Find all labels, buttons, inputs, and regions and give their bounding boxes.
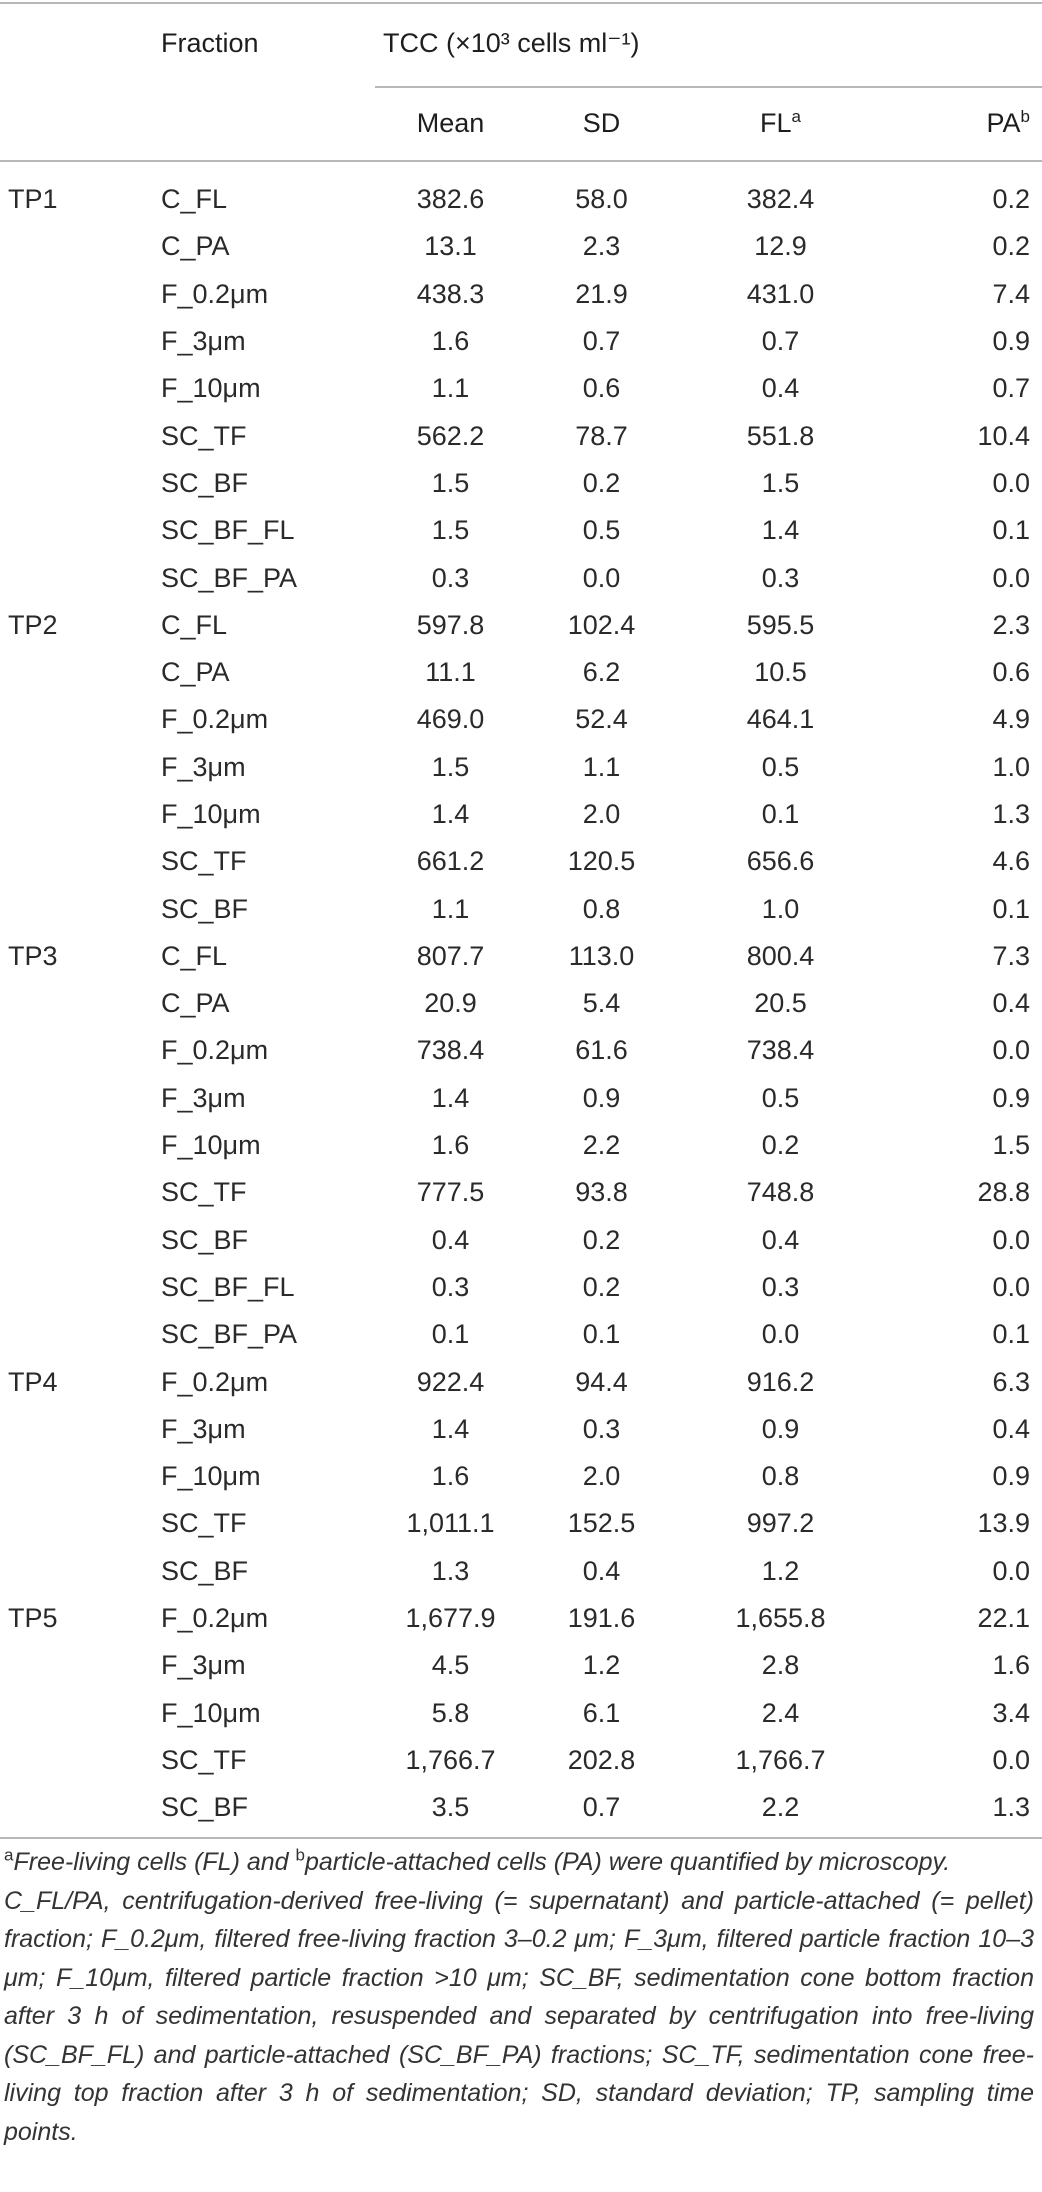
cell-sd: 0.2 [582,467,621,498]
cell-fl: 382.4 [746,184,815,215]
cell-mean: 382.6 [416,184,485,215]
cell-pa: 0.4 [992,1413,1031,1444]
cell-timepoint [0,1027,153,1074]
cell-timepoint [0,1311,153,1358]
table-bottom-rule [0,1837,1042,1839]
cell-mean: 11.1 [425,657,476,688]
cell-pa: 7.4 [992,278,1031,309]
cell-fl: 738.4 [746,1035,815,1066]
cell-pa: 0.0 [992,1035,1031,1066]
cell-fraction: F_0.2μm [161,1603,269,1634]
header-empty-cell [0,0,153,86]
cell-mean: 438.3 [416,278,485,309]
cell-sd: 61.6 [575,1035,628,1066]
cell-timepoint [0,1122,153,1169]
cell-pa: 0.0 [992,467,1031,498]
cell-fl: 0.4 [761,373,800,404]
cell-fl: 431.0 [746,278,815,309]
cell-timepoint: TP2 [8,609,58,640]
cell-timepoint [0,649,153,696]
cell-mean: 1.6 [431,326,470,357]
cell-mean: 1.5 [431,467,470,498]
cell-fraction: SC_BF_PA [161,562,298,593]
cell-pa: 3.4 [992,1697,1031,1728]
cell-fraction: SC_BF [161,1224,249,1255]
cell-fl: 1,766.7 [735,1744,826,1775]
cell-fraction: SC_BF [161,1792,249,1823]
cell-fl: 0.8 [761,1461,800,1492]
table-row [0,980,1042,1027]
cell-pa: 0.2 [992,184,1031,215]
cell-timepoint [0,271,153,318]
table-footnotes [4,1843,1034,2151]
cell-mean: 777.5 [416,1177,485,1208]
cell-mean: 1.6 [431,1130,470,1161]
table-row [0,1784,1042,1831]
cell-fl: 0.0 [761,1319,800,1350]
cell-fl: 1.2 [761,1555,800,1586]
cell-timepoint [0,1548,153,1595]
cell-fl: 464.1 [746,704,815,735]
table-row [0,176,1042,223]
table-row [0,933,1042,980]
cell-pa: 22.1 [977,1603,1031,1634]
cell-mean: 738.4 [416,1035,485,1066]
cell-sd: 93.8 [575,1177,628,1208]
table-row [0,1406,1042,1453]
cell-pa: 7.3 [992,940,1031,971]
table-row [0,223,1042,270]
table-row [0,318,1042,365]
cell-mean: 1.3 [431,1555,470,1586]
cell-mean: 1.4 [431,799,470,829]
table-row [0,271,1042,318]
cell-sd: 0.6 [582,373,621,404]
cell-fraction: C_PA [161,657,230,688]
cell-fraction: F_3μm [161,326,246,357]
cell-pa: 0.0 [992,1271,1031,1302]
cell-fl: 0.3 [761,562,800,593]
cell-fl: 0.1 [761,799,800,829]
header-fl-sup: a [791,106,801,126]
cell-sd: 152.5 [567,1508,636,1539]
cell-timepoint [0,1217,153,1264]
cell-mean: 562.2 [416,420,485,451]
cell-mean: 1,766.7 [405,1744,496,1775]
cell-pa: 4.9 [992,704,1031,735]
header-fl-label: FL [760,107,792,138]
cell-pa: 0.0 [992,1744,1031,1775]
cell-fraction: SC_TF [161,1177,247,1208]
header-pa-sup: b [1020,106,1031,126]
footnote-1-part2: particle-attached cells (PA) were quantified by microscopy. [304,1848,951,1876]
cell-timepoint [0,791,153,838]
cell-pa: 0.9 [992,326,1031,357]
cell-mean: 469.0 [416,704,485,735]
cell-fraction: SC_TF [161,1508,247,1539]
header-fl [677,86,884,160]
cell-mean: 0.3 [431,1271,470,1302]
table-row [0,1122,1042,1169]
header-row-2 [0,86,1042,160]
cell-fl: 551.8 [746,420,815,451]
table-row [0,1169,1042,1216]
cell-timepoint: TP3 [8,940,58,971]
cell-fraction: C_PA [161,988,230,1019]
cell-mean: 0.3 [431,562,470,593]
cell-mean: 1.5 [431,751,470,782]
table-row [0,412,1042,459]
cell-timepoint [0,1453,153,1500]
header-tcc-text: TCC (×10³ cells ml⁻¹) [383,27,640,58]
cell-fraction: SC_TF [161,846,247,877]
cell-timepoint [0,412,153,459]
cell-fraction: SC_TF [161,1744,247,1775]
table-row [0,1311,1042,1358]
table-row [0,649,1042,696]
table-row [0,791,1042,838]
table-row [0,1264,1042,1311]
table-row [0,885,1042,932]
table-row [0,1642,1042,1689]
table-row [0,1453,1042,1500]
table-row [0,460,1042,507]
cell-pa: 1.0 [992,751,1031,782]
cell-fl: 0.9 [761,1413,800,1444]
cell-mean: 1,011.1 [406,1508,495,1539]
cell-sd: 5.4 [582,988,621,1019]
cell-pa: 6.3 [992,1366,1031,1397]
header-empty-cell [0,86,153,160]
cell-fraction: SC_BF_PA [161,1319,298,1350]
cell-sd: 94.4 [575,1366,628,1397]
cell-pa: 0.0 [992,562,1031,593]
cell-sd: 6.2 [582,657,621,688]
cell-mean: 0.4 [431,1224,470,1255]
header-empty-cell [153,86,375,160]
cell-pa: 4.6 [992,846,1031,877]
cell-fraction: F_10μm [161,373,261,404]
cell-mean: 13.1 [424,231,477,262]
cell-timepoint [0,1690,153,1737]
cell-pa: 0.0 [992,1224,1031,1255]
footnote-sup-b: b [295,1845,305,1865]
cell-fraction: SC_BF [161,893,249,924]
cell-mean: 5.8 [431,1697,470,1728]
cell-fraction: SC_BF [161,1555,249,1586]
cell-timepoint [0,1169,153,1216]
cell-pa: 0.2 [992,231,1031,262]
cell-mean: 922.4 [416,1366,485,1397]
footnote-1 [4,1843,1034,1882]
cell-sd: 0.9 [582,1082,621,1113]
cell-fraction: F_10μm [161,1697,261,1728]
cell-sd: 0.4 [582,1555,621,1586]
cell-timepoint [0,460,153,507]
cell-fraction: F_0.2μm [161,278,269,309]
cell-sd: 191.6 [567,1603,636,1634]
cell-fraction: F_0.2μm [161,1366,269,1397]
cell-sd: 0.5 [582,515,621,546]
cell-timepoint: TP5 [8,1603,58,1634]
cell-mean: 661.2 [416,846,485,877]
cell-mean: 4.5 [431,1650,470,1681]
table-row [0,554,1042,601]
cell-mean: 597.8 [416,609,485,640]
cell-sd: 0.2 [582,1224,621,1255]
header-pa-label: PA [986,107,1021,138]
cell-fl: 997.2 [746,1508,815,1539]
cell-mean: 1.1 [431,893,470,924]
cell-sd: 0.8 [582,893,621,924]
cell-timepoint [0,1737,153,1784]
cell-sd: 52.4 [575,704,628,735]
header-row-1 [0,0,1042,86]
cell-fraction: F_10μm [161,799,261,829]
table-row [0,1595,1042,1642]
table-row [0,1500,1042,1547]
cell-fl: 10.5 [754,657,807,688]
cell-pa: 0.6 [992,657,1031,688]
cell-fl: 2.4 [761,1697,800,1728]
cell-timepoint [0,885,153,932]
cell-timepoint [0,1642,153,1689]
table-row [0,602,1042,649]
cell-mean: 807.7 [416,940,485,971]
table-row [0,1548,1042,1595]
cell-fl: 1.5 [761,467,800,498]
cell-timepoint [0,507,153,554]
cell-timepoint [0,1500,153,1547]
cell-fl: 0.5 [761,751,800,782]
cell-fl: 0.3 [761,1271,800,1302]
cell-fl: 1,655.8 [735,1603,826,1634]
cell-sd: 0.2 [582,1271,621,1302]
footnote-sup-a: a [4,1845,14,1865]
cell-mean: 1.4 [431,1413,470,1444]
cell-pa: 0.9 [992,1461,1031,1492]
cell-pa: 13.9 [977,1508,1031,1539]
cell-timepoint [0,318,153,365]
cell-fraction: SC_TF [161,420,247,451]
table-row [0,744,1042,791]
cell-sd: 1.2 [582,1650,621,1681]
cell-sd: 2.3 [582,231,621,262]
cell-pa: 0.1 [992,1319,1031,1350]
cell-pa: 0.1 [992,515,1031,546]
cell-sd: 78.7 [575,420,628,451]
header-spacer [0,160,1042,176]
cell-fl: 595.5 [746,609,815,640]
footnote-2: C_FL/PA, centrifugation-derived free-living (= supernatant) and particle-attached (= pellet) fraction; F_0.2μm, filtered free-living fraction 3–0.2 μm; F_3μm, filtered particle fraction 10–3 μm; F_10μm, filtered particle fraction >10 μm; SC_BF, sedimentation cone bottom fraction after 3 h of sedimentation, resuspended and separated by centrifugation into free-living (SC_BF_FL) and particle-attached (SC_BF_PA) fractions; SC_TF, sedimentation cone free-living top fraction after 3 h of sedimentation; SD, standard deviation; TP, sampling time points. [4,1886,1034,2146]
cell-sd: 0.0 [582,562,621,593]
cell-fraction: C_PA [161,231,230,262]
cell-fraction: F_3μm [161,1082,246,1113]
header-pa [884,86,1042,160]
cell-pa: 0.4 [992,988,1031,1019]
cell-fl: 2.8 [761,1650,800,1681]
cell-fraction: SC_BF_FL [161,1271,295,1302]
cell-pa: 1.5 [992,1130,1031,1161]
cell-mean: 1.1 [431,373,470,404]
cell-fraction: C_FL [161,184,228,215]
cell-sd: 0.3 [582,1413,621,1444]
cell-timepoint [0,1784,153,1831]
cell-sd: 58.0 [575,184,628,215]
header-sd: SD [582,107,621,138]
cell-fraction: F_3μm [161,751,246,782]
table-row [0,838,1042,885]
cell-fl: 0.5 [761,1082,800,1113]
cell-sd: 0.7 [582,326,621,357]
cell-pa: 10.4 [977,420,1031,451]
cell-timepoint [0,980,153,1027]
cell-fraction: F_3μm [161,1650,246,1681]
table-row [0,1217,1042,1264]
cell-fraction: SC_BF [161,467,249,498]
cell-mean: 1,677.9 [405,1603,496,1634]
cell-fl: 2.2 [761,1792,800,1823]
cell-timepoint [0,365,153,412]
table-row [0,507,1042,554]
cell-fraction: F_10μm [161,1461,261,1492]
cell-sd: 2.2 [582,1130,621,1161]
cell-mean: 20.9 [424,988,477,1019]
cell-fl: 12.9 [754,231,807,262]
cell-fraction: C_FL [161,940,228,971]
cell-timepoint [0,838,153,885]
cell-fraction: F_0.2μm [161,1035,269,1066]
cell-timepoint [0,223,153,270]
cell-fraction: SC_BF_FL [161,515,295,546]
header-tcc [375,0,1042,86]
table-row [0,1737,1042,1784]
cell-fl: 0.7 [761,326,800,357]
cell-mean: 1.4 [431,1082,470,1113]
cell-pa: 28.8 [977,1177,1031,1208]
table-row [0,696,1042,743]
cell-fl: 656.6 [746,846,815,877]
table-row [0,1027,1042,1074]
table-body [0,176,1042,1831]
cell-timepoint [0,1075,153,1122]
cell-sd: 21.9 [575,278,628,309]
cell-fl: 20.5 [754,988,807,1019]
cell-fl: 748.8 [746,1177,815,1208]
cell-fl: 1.4 [761,515,800,546]
cell-mean: 0.1 [431,1319,470,1350]
cell-fraction: C_FL [161,609,228,640]
cell-pa: 0.9 [992,1082,1031,1113]
cell-timepoint [0,696,153,743]
cell-sd: 0.7 [582,1792,621,1823]
cell-mean: 1.5 [431,515,470,546]
cell-mean: 3.5 [431,1792,470,1823]
cell-timepoint: TP4 [8,1366,58,1397]
cell-pa: 1.3 [992,1792,1031,1823]
cell-fraction: F_3μm [161,1413,246,1444]
header-mean: Mean [416,107,485,138]
cell-pa: 0.1 [992,893,1031,924]
cell-sd: 0.1 [582,1319,621,1350]
cell-fraction: F_10μm [161,1130,261,1161]
cell-pa: 1.6 [992,1650,1031,1681]
cell-fl: 800.4 [746,940,815,971]
cell-sd: 120.5 [567,846,636,877]
cell-pa: 2.3 [992,609,1031,640]
cell-timepoint [0,1406,153,1453]
cell-sd: 2.0 [582,799,621,829]
cell-mean: 1.6 [431,1461,470,1492]
cell-pa: 0.0 [992,1555,1031,1586]
table-row [0,365,1042,412]
cell-sd: 6.1 [582,1697,621,1728]
footnote-1-part1: Free-living cells (FL) and [13,1848,296,1876]
cell-fl: 916.2 [746,1366,815,1397]
cell-fl: 1.0 [761,893,800,924]
header-fraction: Fraction [161,27,259,58]
cell-sd: 1.1 [582,751,621,782]
cell-pa: 0.7 [992,373,1031,404]
cell-fl: 0.4 [761,1224,800,1255]
cell-sd: 202.8 [567,1744,636,1775]
cell-timepoint: TP1 [8,184,58,215]
table-row [0,1690,1042,1737]
cell-sd: 2.0 [582,1461,621,1492]
cell-timepoint [0,744,153,791]
cell-fl: 0.2 [761,1130,800,1161]
cell-pa: 1.3 [992,799,1031,829]
table-row [0,1075,1042,1122]
cell-sd: 113.0 [568,940,635,971]
cell-fraction: F_0.2μm [161,704,269,735]
table-row [0,1358,1042,1405]
cell-timepoint [0,554,153,601]
cell-sd: 102.4 [567,609,636,640]
cell-timepoint [0,1264,153,1311]
